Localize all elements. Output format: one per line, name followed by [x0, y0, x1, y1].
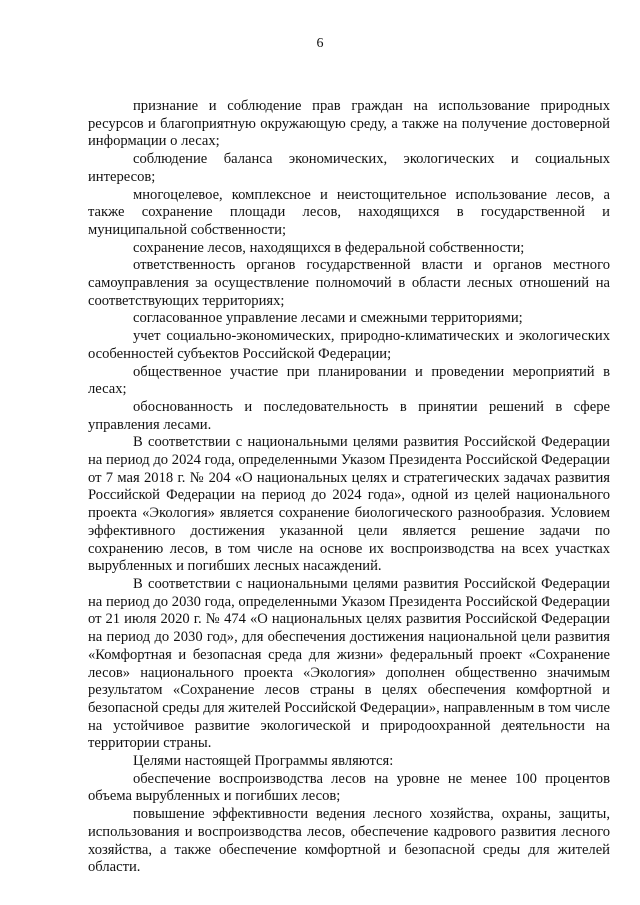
page-number: 6 — [316, 36, 324, 51]
paragraph: В соответствии с национальными целями развития Российской Федерации на период до 2030 года, определенными Указом Президента Российской Федерации от 21 июля 2020 г. № 474 «О национальных целях развития Российской Федерации на период до 2030 год», для обеспечения достижения национальной цели развития «Комфортная и безопасная среда для жизни» федеральный проект «Сохранение лесов» национального проекта «Экология» дополнен общественно значимым результатом «Сохранение лесов страны в целях обеспечения комфортной и безопасной среды для жителей Российской Федерации», направленным в том числе на устойчивое развитие экологической и природоохранной деятельности на территории страны. — [88, 575, 610, 752]
paragraph: обеспечение воспроизводства лесов на уровне не менее 100 процентов объема вырубленных и погибших лесов; — [88, 770, 610, 805]
paragraph: учет социально-экономических, природно-климатических и экологических особенностей субъектов Российской Федерации; — [88, 328, 610, 362]
paragraph: Целями настоящей Программы являются: — [133, 753, 394, 770]
document-body — [88, 98, 610, 877]
paragraph: соблюдение баланса экономических, экологических и социальных интересов; — [88, 151, 610, 185]
paragraph: обоснованность и последовательность в принятии решений в сфере управления лесами. — [88, 398, 610, 433]
paragraph: признание и соблюдение прав граждан на использование природных ресурсов и благоприятную окружающую среду, а также на получение достоверной информации о лесах; — [88, 98, 610, 150]
paragraph: В соответствии с национальными целями развития Российской Федерации на период до 2024 года, определенными Указом Президента Российской Федерации от 7 мая 2018 г. № 204 «О национальных целях и стратегических задачах развития Российской Федерации на период до 2024 года», одной из целей национального проекта «Экология» является сохранение биологического разнообразия. Условием эффективного достижения указанной цели является решение задачи по сохранению лесов, в том числе на основе их воспроизводства на всех участках вырубленных и погибших лесных насаждений. — [88, 434, 610, 575]
paragraph: сохранение лесов, находящихся в федеральной собственности; — [133, 239, 525, 256]
paragraph: ответственность органов государственной власти и органов местного самоуправления за осуществление полномочий в области лесных отношений на соответствующих территориях; — [88, 257, 610, 309]
paragraph: повышение эффективности ведения лесного хозяйства, охраны, защиты, использования и воспроизводства лесов, обеспечение кадрового развития лесного хозяйства, а также обеспечение комфортной и безопасной среды для жителей области. — [88, 806, 610, 876]
paragraph: многоцелевое, комплексное и неистощительное использование лесов, а также сохранение площади лесов, находящихся в государственной и муниципальной собственности; — [88, 186, 610, 238]
paragraph: общественное участие при планировании и проведении мероприятий в лесах; — [88, 363, 610, 398]
paragraph: согласованное управление лесами и смежными территориями; — [133, 310, 523, 327]
